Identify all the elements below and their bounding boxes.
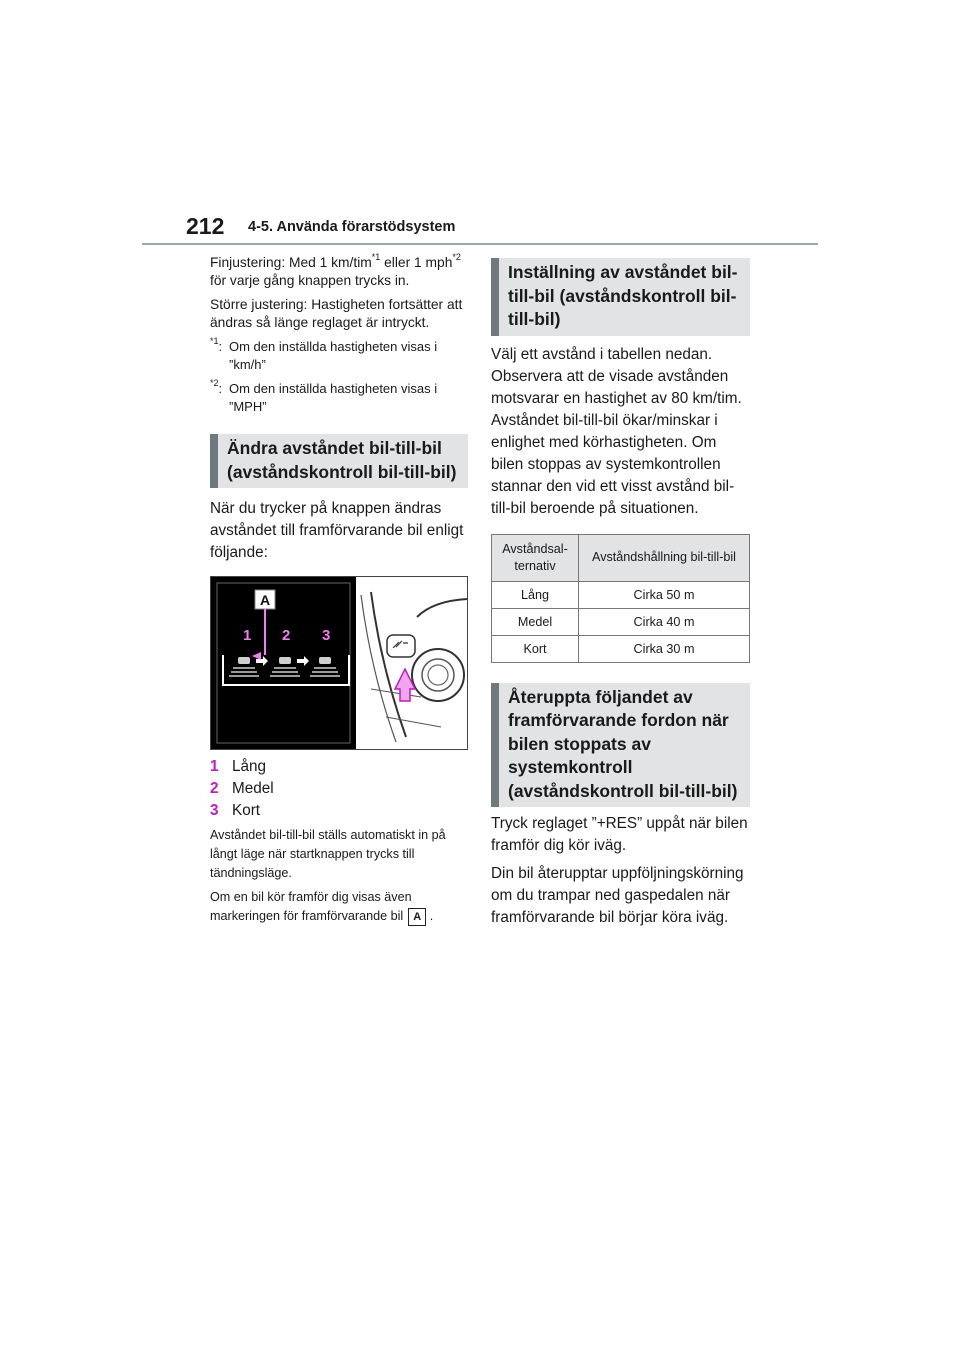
list-item-label: Medel (232, 780, 274, 797)
resume-detail-paragraph: Din bil återupptar uppföljningskörning om du trampar ned gaspedalen när framförvarande bil börjar köra iväg. (491, 865, 744, 926)
change-distance-paragraph: När du trycker på knappen ändras avståndet till framförvarande bil enligt följande: (210, 500, 464, 561)
table-row (492, 608, 750, 635)
left-column (210, 254, 468, 931)
fine-adjust-text-a: Finjustering: Med 1 km/tim (210, 255, 372, 270)
diagram-num-2: 2 (282, 627, 291, 644)
list-item-number: 2 (210, 780, 219, 797)
header-divider (142, 243, 818, 245)
table-header-row (492, 534, 750, 581)
table-cell: Cirka 40 m (579, 608, 750, 635)
table-row (492, 581, 750, 608)
list-item-number: 3 (210, 802, 219, 819)
heading-setting-distance: Inställning av avståndet bil-till-bil (avståndskontroll bil-till-bil) (491, 258, 750, 336)
distance-table (491, 534, 750, 663)
distance-options-list (210, 756, 468, 822)
footnote-1: $^{*1}$: Om den inställda hastigheten visas i ”km/h” (210, 338, 468, 374)
list-item (210, 778, 468, 800)
distance-diagram-illustration (211, 577, 467, 749)
footnote-2: $^{*2}$: Om den inställda hastigheten visas i ”MPH” (210, 380, 468, 416)
section-title: 4-5. Använda förarstödsystem (248, 219, 456, 235)
list-item-label: Kort (232, 802, 261, 819)
fine-adjust-paragraph (210, 254, 468, 290)
large-adjust-paragraph: Större justering: Hastigheten fortsätter att ändras så länge reglaget är intryckt. (210, 297, 463, 330)
diagram-num-3: 3 (322, 627, 331, 644)
table-cell: Kort (492, 635, 579, 662)
table-cell: Cirka 30 m (579, 635, 750, 662)
table-header-distance: Avståndshållning bil-till-bil (579, 534, 750, 581)
resume-paragraph: Tryck reglaget ”+RES” uppåt när bilen framför dig kör iväg. (491, 815, 748, 854)
heading-change-distance: Ändra avståndet bil-till-bil (avståndskontroll bil-till-bil) (210, 434, 468, 488)
marker-a-box: A (408, 908, 426, 926)
select-distance-paragraph: Välj ett avstånd i tabellen nedan. Observera att de visade avstånden motsvarar en hastighet av 80 km/tim. Avståndet bil-till-bil ökar/minskar i enlighet med körhastigheten. Om bilen stoppas av systemkontrollen stannar den vid ett visst avstånd bil-till-bil beroende på situationen. (491, 345, 742, 517)
vehicle-ahead-paragraph (210, 888, 468, 926)
table-row (492, 635, 750, 662)
footnote-2-mark: *2 (210, 378, 219, 388)
footnote-2-text: Om den inställda hastigheten visas i ”MPH” (229, 381, 438, 414)
list-item (210, 756, 468, 778)
auto-long-paragraph: Avståndet bil-till-bil ställs automatiskt in på långt läge när startknappen trycks till tändningsläge. (210, 828, 446, 880)
table-cell: Medel (492, 608, 579, 635)
fine-adjust-text-c: för varje gång knappen trycks in. (210, 273, 410, 288)
list-item-label: Lång (232, 758, 267, 775)
fine-adjust-text-b: eller 1 mph (380, 255, 453, 270)
distance-diagram (210, 576, 468, 750)
right-column (491, 258, 750, 935)
vehicle-ahead-text: Om en bil kör framför dig visas även markeringen för framförvarande bil (210, 890, 412, 923)
list-item-number: 1 (210, 758, 219, 775)
table-cell: Lång (492, 581, 579, 608)
diagram-label-a: A (259, 592, 271, 608)
footnote-ref-1: *1 (371, 252, 381, 262)
footnote-ref-2: *2 (452, 252, 461, 262)
footnote-1-text: Om den inställda hastigheten visas i ”km/h” (229, 339, 438, 372)
vehicle-ahead-end: . (429, 909, 434, 923)
table-header-option: Avståndsal-ternativ (492, 534, 579, 581)
page-number: 212 (186, 213, 225, 239)
list-item (210, 800, 468, 822)
table-cell: Cirka 50 m (579, 581, 750, 608)
heading-resume-following: Återuppta följandet av framförvarande fordon när bilen stoppats av systemkontroll (avståndskontroll bil-till-bil) (491, 683, 750, 808)
footnote-1-mark: *1 (210, 336, 219, 346)
diagram-num-1: 1 (243, 627, 252, 644)
